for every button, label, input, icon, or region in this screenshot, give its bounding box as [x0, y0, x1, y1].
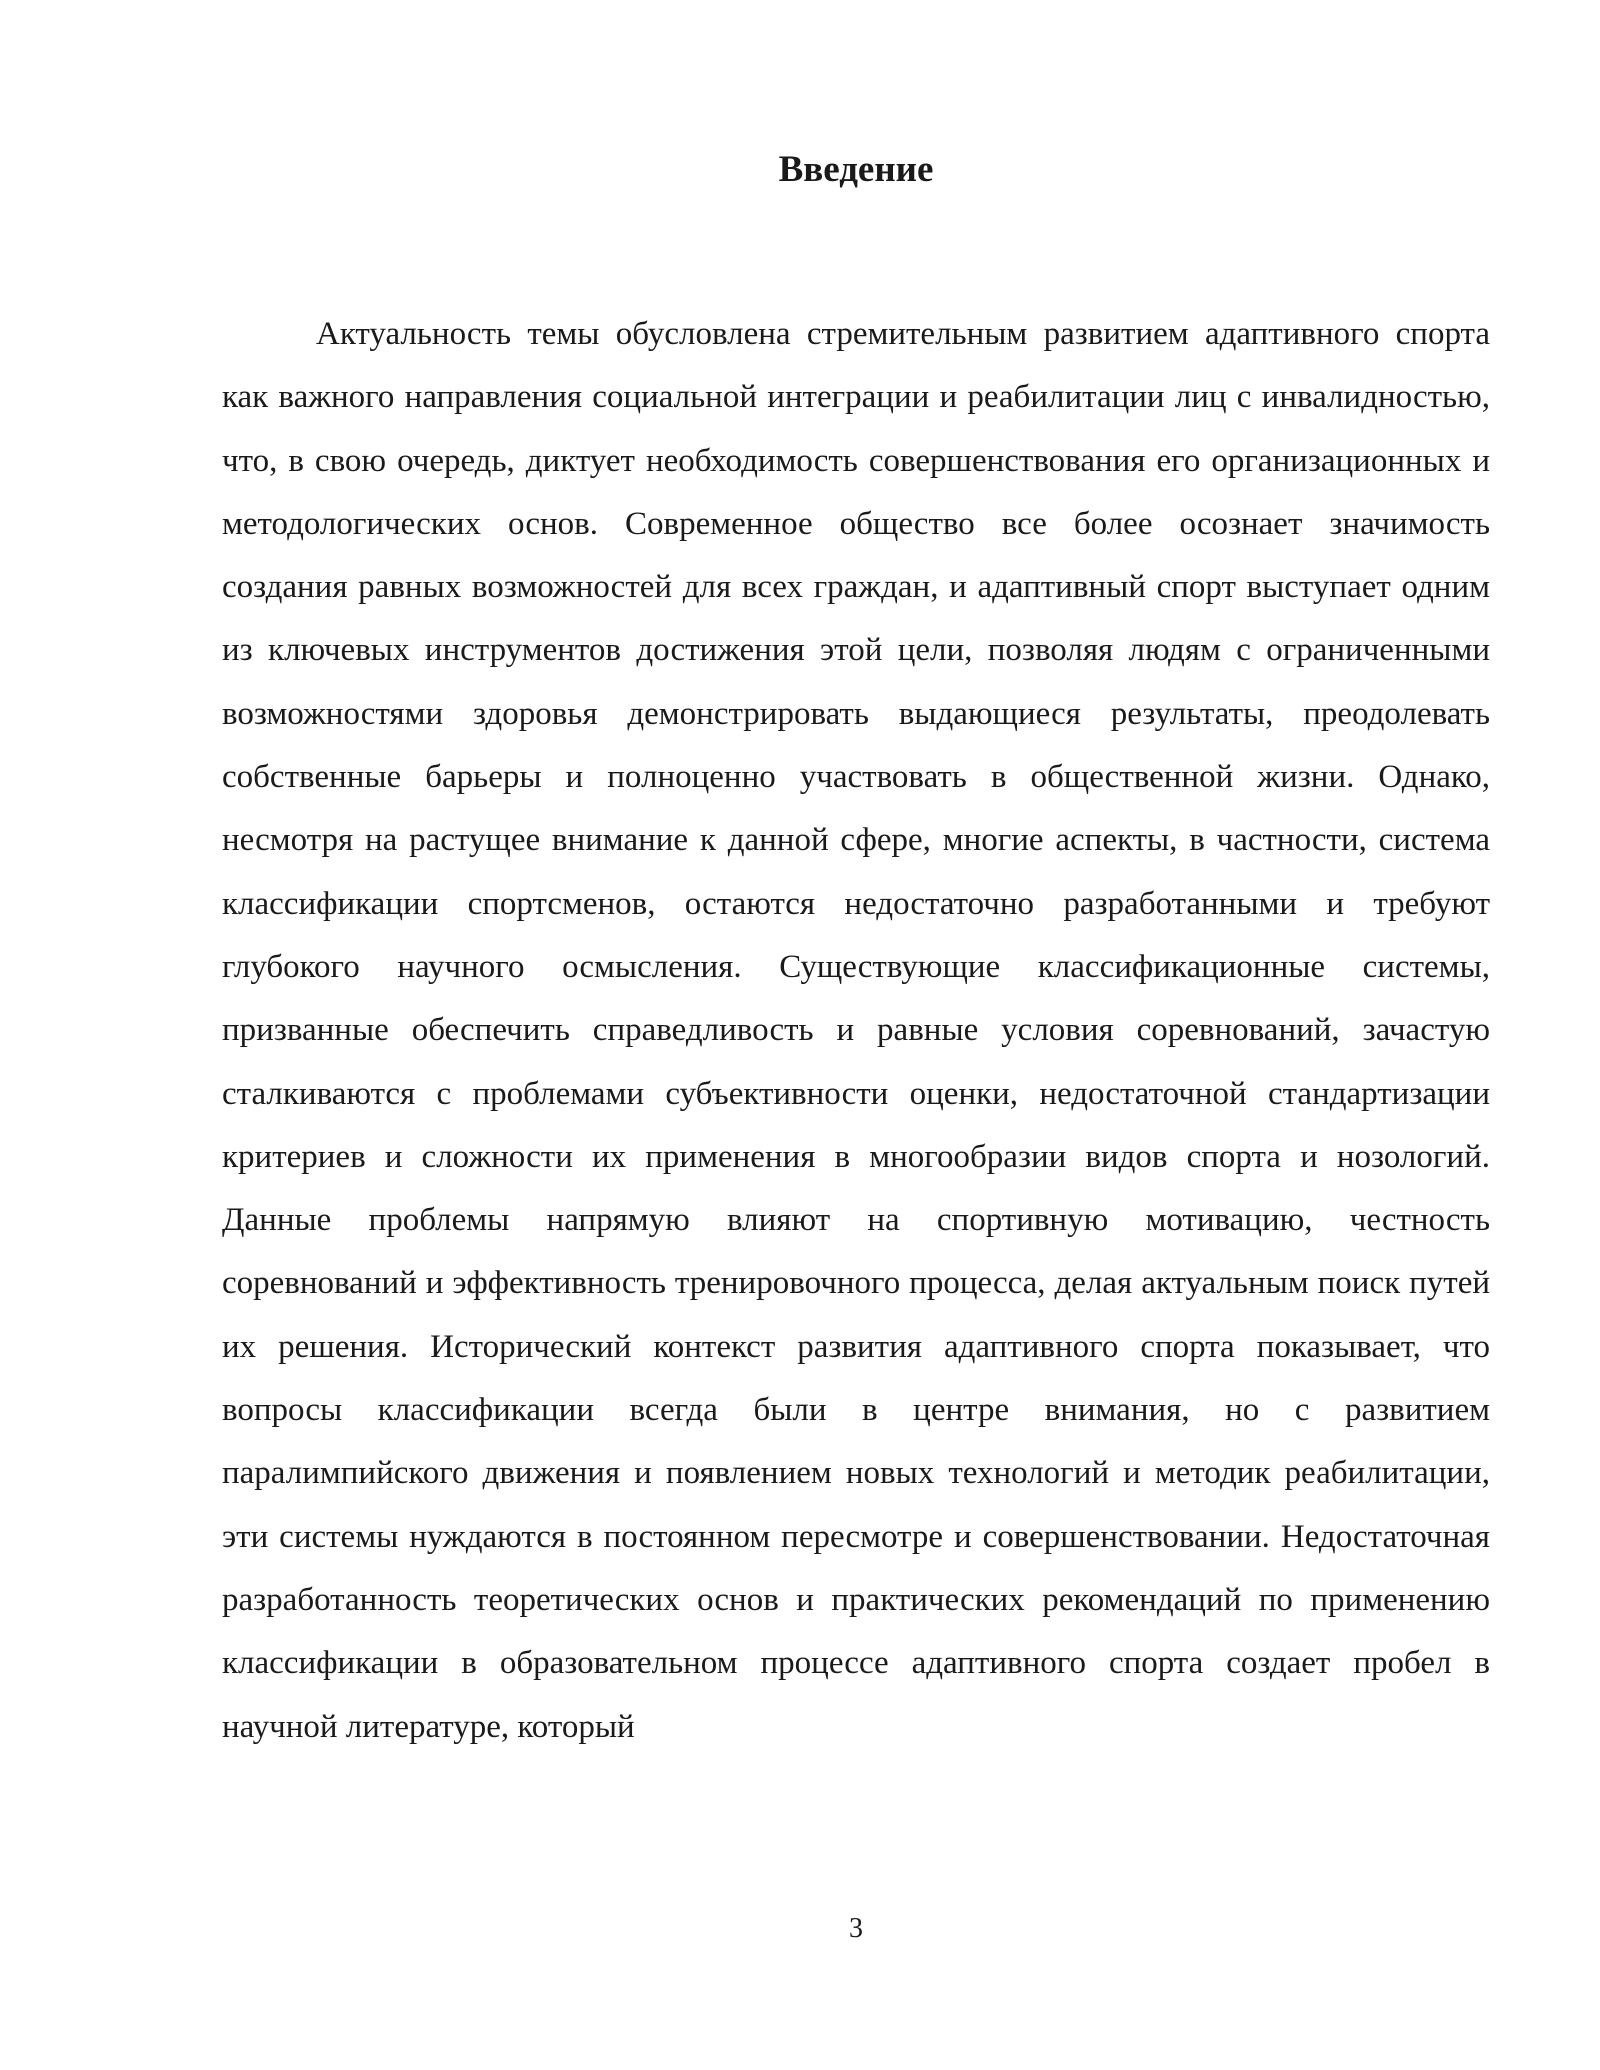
page-number: 3: [849, 1913, 863, 1944]
body-paragraph: Актуальность темы обусловлена стремительным развитием адаптивного спорта как важного направления социальной интеграции и реабилитации лиц с инвалидностью, что, в свою очередь, диктует необходимость совершенствования его организационных и методологических основ. Современное общество все более осознает значимость создания равных возможностей для всех граждан, и адаптивный спорт выступает одним из ключевых инструментов достижения этой цели, позволяя людям с ограниченными возможностями здоровья демонстрировать выдающиеся результаты, преодолевать собственные барьеры и полноценно участвовать в общественной жизни. Однако, несмотря на растущее внимание к данной сфере, многие аспекты, в частности, система классификации спортсменов, остаются недостаточно разработанными и требуют глубокого научного осмысления. Существующие классификационные системы, призванные обеспечить справедливость и равные условия соревнований, зачастую сталкиваются с проблемами субъективности оценки, недостаточной стандартизации критериев и сложности их применения в многообразии видов спорта и нозологий. Данные проблемы напрямую влияют на спортивную мотивацию, честность соревнований и эффективность тренировочного процесса, делая актуальным поиск путей их решения. Исторический контекст развития адаптивного спорта показывает, что вопросы классификации всегда были в центре внимания, но с развитием паралимпийского движения и появлением новых технологий и методик реабилитации, эти системы нуждаются в постоянном пересмотре и совершенствовании. Недостаточная разработанность теоретических основ и практических рекомендаций по применению классификации в образовательном процессе адаптивного спорта создает пробел в научной литературе, который: [222, 316, 1490, 1745]
page-heading: Введение: [778, 149, 934, 190]
